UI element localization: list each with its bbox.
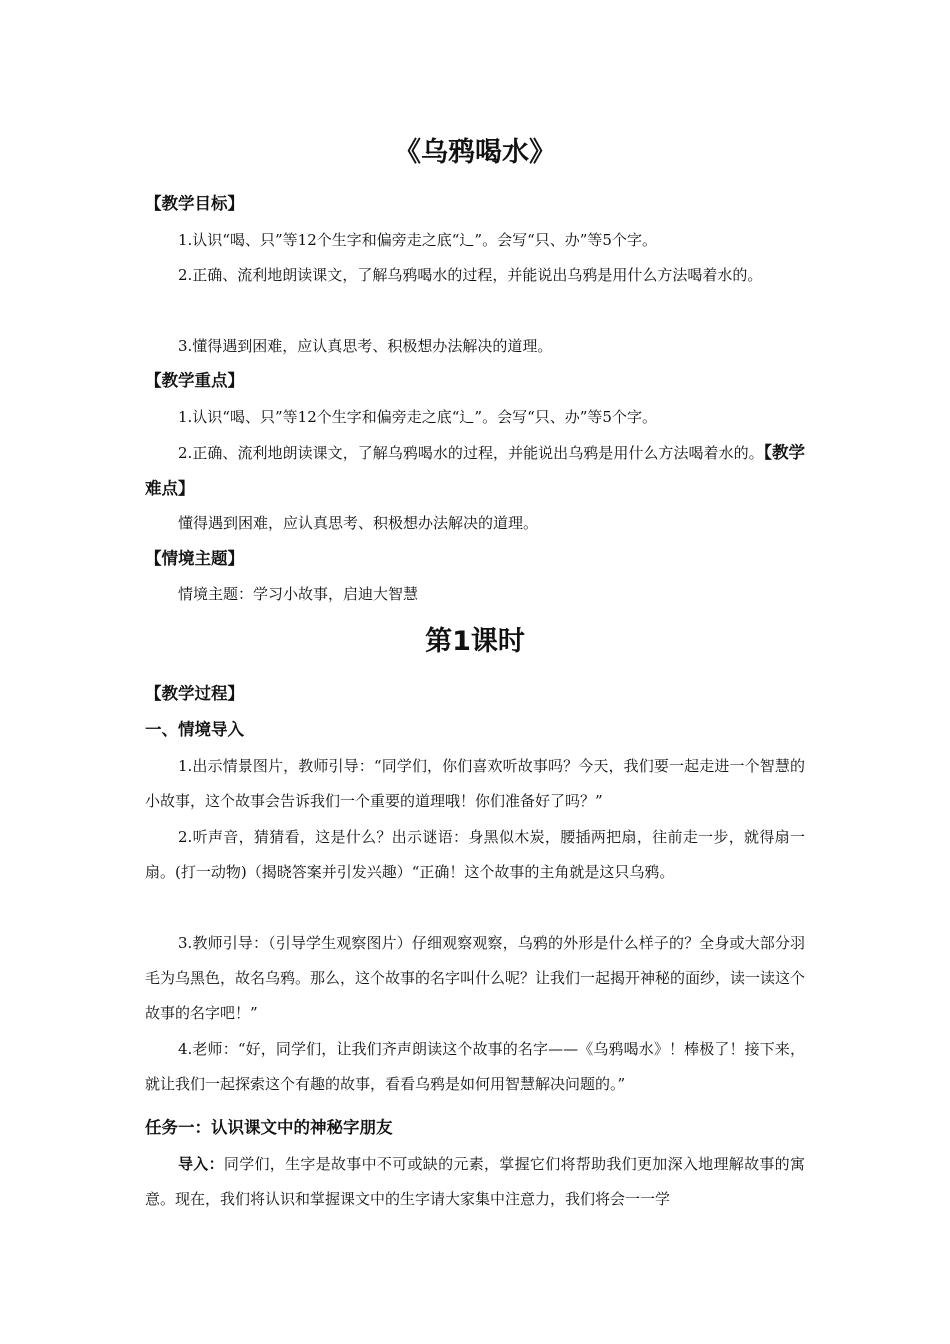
goals-heading: 【教学目标】 [145,194,244,213]
goal-item-3: 3.懂得遇到困难，应认真思考、积极想办法解决的道理。 [178,337,553,355]
difficulty-heading: 【教学难点】 [145,443,805,498]
theme-heading: 【情境主题】 [145,549,244,568]
section-1-item-2: 2.听声音，猜猜看，这是什么？出示谜语：身黑似木炭，腰插两把扇，往前走一步，就得扇一扇。(打一动物)（揭晓答案并引发兴趣）“正确！这个故事的主角就是这只乌鸦。 [145,828,805,881]
section-1-item-1: 1.出示情景图片，教师引导：“同学们，你们喜欢听故事吗？今天，我们要一起走进一个智慧的小故事，这个故事会告诉我们一个重要的道理哦！你们准备好了吗？” [145,757,805,810]
document-title: 《乌鸦喝水》 [394,137,556,168]
key-point-item-2-text: 2.正确、流利地朗读课文，了解乌鸦喝水的过程，并能说出乌鸦是用什么方法喝着水的。 [178,444,764,462]
goal-item-2: 2.正确、流利地朗读课文，了解乌鸦喝水的过程，并能说出乌鸦是用什么方法喝着水的。 [178,266,763,284]
task-1-intro [145,1147,805,1217]
section-1-heading: 一、情境导入 [145,720,244,739]
section-1-item-4: 4.老师：“好，同学们，让我们齐声朗读这个故事的名字——《乌鸦喝水》！棒极了！接下来，就让我们一起探索这个有趣的故事，看看乌鸦是如何用智慧解决问题的。” [145,1040,805,1093]
task-1-heading: 任务一：认识课文中的神秘字朋友 [145,1118,393,1137]
key-point-item-1: 1.认识“喝、只”等12个生字和偏旁走之底“辶”。会写“只、办”等5个字。 [178,408,657,426]
process-heading: 【教学过程】 [145,684,244,703]
theme-text: 情境主题：学习小故事，启迪大智慧 [178,585,419,603]
difficulty-text: 懂得遇到困难，应认真思考、积极想办法解决的道理。 [178,514,539,532]
task-1-lead: 导入： [178,1155,224,1173]
goal-item-1: 1.认识“喝、只”等12个生字和偏旁走之底“辶”。会写“只、办”等5个字。 [178,231,657,249]
task-1-text: 同学们，生字是故事中不可或缺的元素，掌握它们将帮助我们更加深入地理解故事的寓意。现在，我们将认识和掌握课文中的生字请大家集中注意力，我们将会一一学 [145,1155,805,1208]
key-point-item-2 [145,435,805,507]
lesson-title: 第1课时 [425,626,525,657]
section-1-item-3: 3.教师引导：（引导学生观察图片）仔细观察观察，乌鸦的外形是什么样子的？全身或大部分羽毛为乌黑色，故名乌鸦。那么，这个故事的名字叫什么呢？让我们一起揭开神秘的面纱，读一读这个故事的名字吧！” [145,934,806,1022]
key-points-heading: 【教学重点】 [145,371,244,390]
